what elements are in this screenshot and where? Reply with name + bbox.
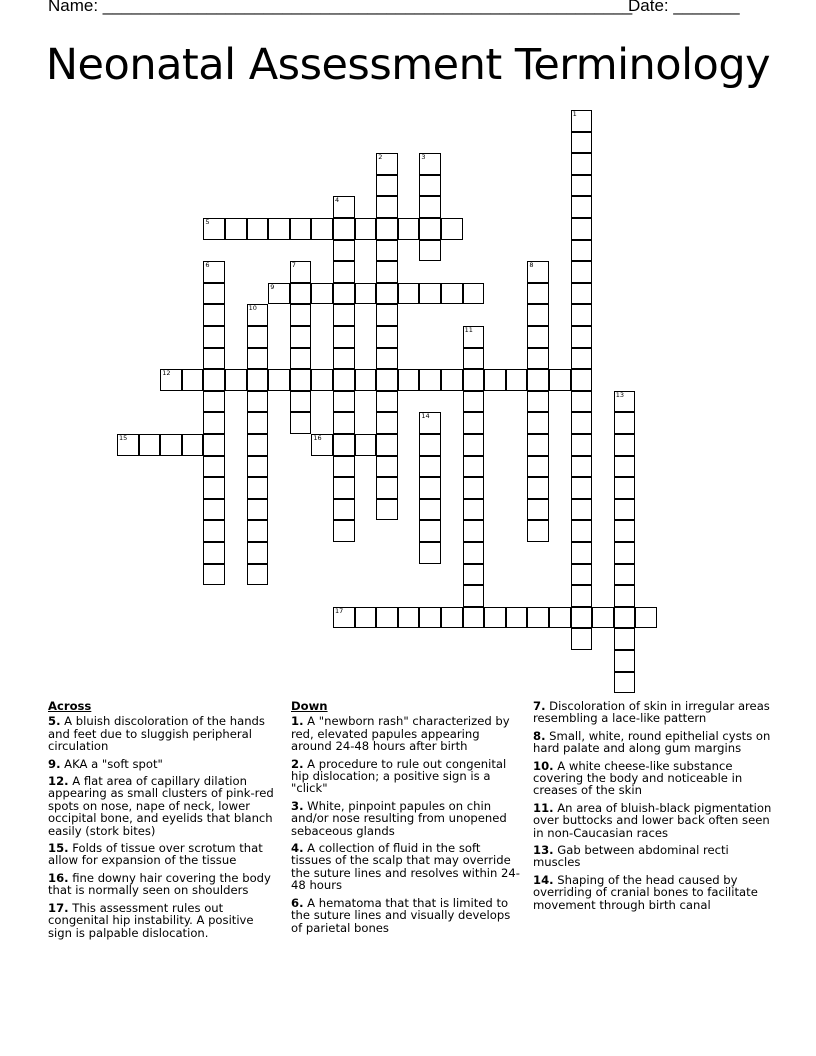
crossword-cell[interactable] <box>247 456 269 478</box>
crossword-cell[interactable] <box>333 261 355 283</box>
crossword-cell[interactable] <box>333 477 355 499</box>
crossword-cell[interactable] <box>571 283 593 305</box>
crossword-cell[interactable] <box>376 218 398 240</box>
crossword-cell[interactable] <box>247 520 269 542</box>
crossword-cell[interactable] <box>247 434 269 456</box>
clue-item <box>533 730 773 755</box>
crossword-cell[interactable] <box>571 434 593 456</box>
crossword-cell[interactable] <box>225 369 247 391</box>
crossword-cell[interactable] <box>203 218 225 240</box>
clue-number-label: 13 <box>615 390 625 399</box>
crossword-cell[interactable] <box>506 607 528 629</box>
crossword-cell[interactable] <box>614 585 636 607</box>
crossword-cell[interactable] <box>614 650 636 672</box>
crossword-cell[interactable] <box>463 542 485 564</box>
crossword-cell[interactable] <box>355 218 377 240</box>
crossword-cell[interactable] <box>333 391 355 413</box>
crossword-cell[interactable] <box>571 348 593 370</box>
crossword-cell[interactable] <box>614 499 636 521</box>
clue-text: A white cheese-like substance covering the body and noticeable in creases of the skin <box>533 758 743 798</box>
crossword-cell[interactable] <box>571 628 593 650</box>
crossword-cell[interactable] <box>419 218 441 240</box>
crossword-cell[interactable] <box>419 283 441 305</box>
clue-text: White, pinpoint papules on chin and/or nose resulting from unopened sebaceous glands <box>291 798 507 838</box>
crossword-cell[interactable] <box>225 218 247 240</box>
crossword-cell[interactable] <box>571 369 593 391</box>
crossword-cell[interactable] <box>419 196 441 218</box>
crossword-cell[interactable] <box>247 564 269 586</box>
crossword-cell[interactable] <box>527 369 549 391</box>
clue-item <box>291 897 523 934</box>
clue-number: 14. <box>533 872 554 887</box>
crossword-cell[interactable] <box>527 304 549 326</box>
crossword-cell[interactable] <box>527 456 549 478</box>
crossword-cell[interactable] <box>463 564 485 586</box>
crossword-cell[interactable] <box>311 434 333 456</box>
crossword-cell[interactable] <box>247 412 269 434</box>
clue-number-label: 16 <box>313 434 322 442</box>
crossword-cell[interactable] <box>376 153 398 175</box>
clue-text: Shaping of the head caused by overriding of cranial bones to facilitate movement through birth canal <box>533 872 758 912</box>
clue-text: This assessment rules out congenital hip instability. A positive sign is palpable dislocation. <box>48 900 254 940</box>
crossword-cell[interactable] <box>268 218 290 240</box>
crossword-cell[interactable] <box>376 261 398 283</box>
crossword-cell[interactable] <box>463 607 485 629</box>
clue-number: 17. <box>48 900 69 915</box>
crossword-cell[interactable] <box>376 304 398 326</box>
crossword-cell[interactable] <box>527 283 549 305</box>
crossword-cell[interactable] <box>441 218 463 240</box>
clue-item <box>48 872 280 897</box>
clue-number-label: 7 <box>291 261 296 270</box>
crossword-cell[interactable] <box>463 391 485 413</box>
clue-number-label: 17 <box>335 606 344 615</box>
clue-number: 6. <box>291 895 304 910</box>
page-title: Neonatal Assessment Terminology <box>45 40 771 90</box>
crossword-cell[interactable] <box>139 434 161 456</box>
crossword-cell[interactable] <box>419 499 441 521</box>
date-field-label[interactable]: Date: _______ <box>628 0 740 15</box>
crossword-cell[interactable] <box>419 542 441 564</box>
crossword-cell[interactable] <box>247 326 269 348</box>
crossword-cell[interactable] <box>527 326 549 348</box>
crossword-cell[interactable] <box>571 499 593 521</box>
clue-number: 16. <box>48 870 69 885</box>
crossword-cell[interactable] <box>527 520 549 542</box>
crossword-cell[interactable] <box>160 369 182 391</box>
clue-text: Discoloration of skin in irregular areas resembling a lace-like pattern <box>533 699 770 726</box>
clue-number: 15. <box>48 841 69 856</box>
crossword-cell[interactable] <box>463 412 485 434</box>
crossword-cell[interactable] <box>203 391 225 413</box>
clue-text: AKA a "soft spot" <box>60 756 163 771</box>
crossword-cell[interactable] <box>527 607 549 629</box>
crossword-cell[interactable] <box>355 434 377 456</box>
crossword-cell[interactable] <box>614 412 636 434</box>
clue-item <box>291 758 523 795</box>
crossword-cell[interactable] <box>571 412 593 434</box>
clue-number-label: 11 <box>464 326 473 334</box>
crossword-cell[interactable] <box>333 283 355 305</box>
clue-text: A procedure to rule out congenital hip dislocation; a positive sign is a "click" <box>291 756 507 796</box>
clue-item <box>533 760 773 797</box>
crossword-cell[interactable] <box>419 434 441 456</box>
crossword-cell[interactable] <box>571 110 593 132</box>
crossword-cell[interactable] <box>614 564 636 586</box>
crossword-cell[interactable] <box>419 153 441 175</box>
clue-number: 8. <box>533 728 546 743</box>
clue-number-label: 3 <box>421 153 426 162</box>
crossword-cell[interactable] <box>376 477 398 499</box>
crossword-cell[interactable] <box>614 607 636 629</box>
crossword-cell[interactable] <box>419 240 441 262</box>
crossword-cell[interactable] <box>333 304 355 326</box>
crossword-cell[interactable] <box>527 348 549 370</box>
clue-number-label: 9 <box>270 282 275 291</box>
clue-number-label: 14 <box>421 412 430 421</box>
clue-item <box>291 842 523 892</box>
crossword-cell[interactable] <box>182 369 204 391</box>
crossword-cell[interactable] <box>376 240 398 262</box>
clue-number: 11. <box>533 800 554 815</box>
crossword-cell[interactable] <box>614 456 636 478</box>
crossword-cell[interactable] <box>376 412 398 434</box>
crossword-cell[interactable] <box>463 348 485 370</box>
clue-number: 13. <box>533 843 554 858</box>
crossword-cell[interactable] <box>571 240 593 262</box>
crossword-cell[interactable] <box>571 196 593 218</box>
crossword-cell[interactable] <box>203 261 225 283</box>
crossword-cell[interactable] <box>614 477 636 499</box>
crossword-cell[interactable] <box>311 369 333 391</box>
crossword-cell[interactable] <box>398 369 420 391</box>
crossword-cell[interactable] <box>117 434 139 456</box>
crossword-cell[interactable] <box>571 477 593 499</box>
clue-text: Folds of tissue over scrotum that allow for expansion of the tissue <box>48 841 263 868</box>
crossword-cell[interactable] <box>527 499 549 521</box>
crossword-cell[interactable] <box>376 607 398 629</box>
clue-number-label: 5 <box>205 218 210 226</box>
crossword-cell[interactable] <box>419 520 441 542</box>
crossword-cell[interactable] <box>203 456 225 478</box>
clue-number: 12. <box>48 774 69 789</box>
crossword-cell[interactable] <box>614 434 636 456</box>
crossword-cell[interactable] <box>247 304 269 326</box>
clue-item <box>533 700 773 725</box>
crossword-cell[interactable] <box>398 218 420 240</box>
crossword-cell[interactable] <box>614 628 636 650</box>
crossword-cell[interactable] <box>376 326 398 348</box>
clue-number: 1. <box>291 714 304 729</box>
crossword-cell[interactable] <box>290 218 312 240</box>
clue-number-label: 8 <box>529 261 534 270</box>
clue-text: A "newborn rash" characterized by red, elevated papules appearing around 24-48 hours after birth <box>291 714 510 754</box>
clue-item <box>48 902 280 939</box>
crossword-cell[interactable] <box>247 369 269 391</box>
crossword-cell[interactable] <box>463 369 485 391</box>
crossword-cell[interactable] <box>463 326 485 348</box>
clue-number: 2. <box>291 756 304 771</box>
crossword-cell[interactable] <box>398 607 420 629</box>
crossword-cell[interactable] <box>333 240 355 262</box>
clue-text: An area of bluish-black pigmentation over buttocks and lower back often seen in non-Caucasian races <box>533 800 772 840</box>
clue-number: 5. <box>48 714 61 729</box>
crossword-cell[interactable] <box>333 218 355 240</box>
crossword-cell[interactable] <box>203 304 225 326</box>
crossword-cell[interactable] <box>203 369 225 391</box>
crossword-cell[interactable] <box>571 326 593 348</box>
crossword-cell[interactable] <box>571 175 593 197</box>
crossword-cell[interactable] <box>376 369 398 391</box>
clue-item <box>48 842 280 867</box>
crossword-cell[interactable] <box>463 520 485 542</box>
clue-number-label: 6 <box>205 261 210 270</box>
clues-column-down-continued <box>533 700 773 916</box>
crossword-cell[interactable] <box>549 607 571 629</box>
crossword-cell[interactable] <box>463 477 485 499</box>
crossword-cell[interactable] <box>441 369 463 391</box>
crossword-cell[interactable] <box>376 196 398 218</box>
crossword-cell[interactable] <box>290 283 312 305</box>
crossword-cell[interactable] <box>614 520 636 542</box>
crossword-cell[interactable] <box>311 283 333 305</box>
crossword-cell[interactable] <box>376 456 398 478</box>
crossword-cell[interactable] <box>441 283 463 305</box>
crossword-cell[interactable] <box>333 499 355 521</box>
crossword-cell[interactable] <box>290 412 312 434</box>
crossword-cell[interactable] <box>376 348 398 370</box>
crossword-cell[interactable] <box>463 499 485 521</box>
crossword-cell[interactable] <box>571 564 593 586</box>
crossword-cell[interactable] <box>290 261 312 283</box>
crossword-cell[interactable] <box>247 218 269 240</box>
crossword-cell[interactable] <box>333 196 355 218</box>
crossword-cell[interactable] <box>203 283 225 305</box>
crossword-cell[interactable] <box>571 261 593 283</box>
clue-item <box>533 844 773 869</box>
crossword-cell[interactable] <box>203 477 225 499</box>
crossword-cell[interactable] <box>506 369 528 391</box>
crossword-cell[interactable] <box>203 542 225 564</box>
crossword-cell[interactable] <box>160 434 182 456</box>
crossword-cell[interactable] <box>290 326 312 348</box>
name-field-label[interactable]: Name: ________________________________________________________ <box>48 0 633 15</box>
crossword-cell[interactable] <box>203 520 225 542</box>
crossword-cell[interactable] <box>376 175 398 197</box>
clue-text: A flat area of capillary dilation appearing as small clusters of pink-red spots on nose, nape of neck, lower occipital bone, and eyelids that blanch easily (stork bites) <box>48 774 274 838</box>
crossword-cell[interactable] <box>463 283 485 305</box>
crossword-cell[interactable] <box>333 348 355 370</box>
clue-number: 4. <box>291 841 304 856</box>
clue-item <box>291 800 523 837</box>
crossword-cell[interactable] <box>268 283 290 305</box>
crossword-cell[interactable] <box>355 283 377 305</box>
clue-item <box>533 874 773 911</box>
clue-text: A hematoma that that is limited to the suture lines and visually develops of parietal bones <box>291 895 511 935</box>
crossword-cell[interactable] <box>571 391 593 413</box>
crossword-cell[interactable] <box>203 412 225 434</box>
clue-item <box>48 775 280 837</box>
across-heading: Across <box>48 699 92 713</box>
crossword-cell[interactable] <box>376 434 398 456</box>
clue-number: 9. <box>48 756 61 771</box>
crossword-cell[interactable] <box>571 456 593 478</box>
crossword-cell[interactable] <box>203 564 225 586</box>
crossword-cell[interactable] <box>247 477 269 499</box>
crossword-cell[interactable] <box>527 261 549 283</box>
clue-text: Gab between abdominal recti muscles <box>533 843 729 870</box>
clue-number-label: 12 <box>162 369 171 378</box>
clue-number-label: 1 <box>572 110 577 118</box>
crossword-cell[interactable] <box>571 132 593 154</box>
crossword-cell[interactable] <box>419 369 441 391</box>
clue-text: A bluish discoloration of the hands and feet due to sluggish peripheral circulation <box>48 714 265 754</box>
crossword-cell[interactable] <box>398 283 420 305</box>
crossword-cell[interactable] <box>247 499 269 521</box>
clue-number-label: 10 <box>248 304 257 313</box>
crossword-cell[interactable] <box>571 585 593 607</box>
clue-text: Small, white, round epithelial cysts on hard palate and along gum margins <box>533 728 771 756</box>
clue-item <box>48 715 280 752</box>
crossword-cell[interactable] <box>333 326 355 348</box>
clue-text: fine downy hair covering the body that is normally seen on shoulders <box>48 870 271 898</box>
crossword-cell[interactable] <box>333 412 355 434</box>
crossword-cell[interactable] <box>635 607 657 629</box>
crossword-cell[interactable] <box>333 369 355 391</box>
crossword-cell[interactable] <box>247 542 269 564</box>
crossword-cell[interactable] <box>527 391 549 413</box>
crossword-cell[interactable] <box>182 434 204 456</box>
clue-text: A collection of fluid in the soft tissues of the scalp that may override the suture lines and resolves within 24-48 hours <box>291 841 520 893</box>
crossword-cell[interactable] <box>419 456 441 478</box>
crossword-cell[interactable] <box>614 672 636 694</box>
crossword-cell[interactable] <box>203 326 225 348</box>
crossword-cell[interactable] <box>355 607 377 629</box>
crossword-cell[interactable] <box>571 304 593 326</box>
crossword-cell[interactable] <box>311 218 333 240</box>
crossword-cell[interactable] <box>290 304 312 326</box>
crossword-cell[interactable] <box>419 607 441 629</box>
crossword-cell[interactable] <box>614 542 636 564</box>
crossword-cell[interactable] <box>268 369 290 391</box>
crossword-cell[interactable] <box>571 607 593 629</box>
clues-column-across <box>48 700 280 944</box>
crossword-cell[interactable] <box>333 456 355 478</box>
crossword-cell[interactable] <box>376 283 398 305</box>
crossword-cell[interactable] <box>527 477 549 499</box>
crossword-cell[interactable] <box>549 369 571 391</box>
crossword-cell[interactable] <box>247 391 269 413</box>
crossword-cell[interactable] <box>333 434 355 456</box>
clues-column-down <box>291 700 523 939</box>
clue-number: 3. <box>291 798 304 813</box>
crossword-cell[interactable] <box>290 391 312 413</box>
clue-item <box>48 758 280 770</box>
clue-number: 7. <box>533 699 546 713</box>
crossword-cell[interactable] <box>376 391 398 413</box>
crossword-cell[interactable] <box>203 434 225 456</box>
clue-number-label: 4 <box>335 196 340 205</box>
clue-number-label: 2 <box>378 153 383 162</box>
crossword-cell[interactable] <box>290 369 312 391</box>
crossword-cell[interactable] <box>333 607 355 629</box>
crossword-cell[interactable] <box>571 542 593 564</box>
down-heading: Down <box>291 699 328 713</box>
crossword-cell[interactable] <box>614 391 636 413</box>
crossword-cell[interactable] <box>419 412 441 434</box>
crossword-cell[interactable] <box>441 607 463 629</box>
crossword-cell[interactable] <box>463 456 485 478</box>
crossword-cell[interactable] <box>203 499 225 521</box>
clue-number: 10. <box>533 758 554 773</box>
crossword-cell[interactable] <box>419 477 441 499</box>
crossword-cell[interactable] <box>484 607 506 629</box>
crossword-cell[interactable] <box>463 585 485 607</box>
crossword-cell[interactable] <box>463 434 485 456</box>
crossword-cell[interactable] <box>527 412 549 434</box>
clue-number-label: 15 <box>119 434 128 442</box>
clue-item <box>291 715 523 752</box>
crossword-cell[interactable] <box>571 520 593 542</box>
crossword-cell[interactable] <box>290 348 312 370</box>
crossword-cell[interactable] <box>419 175 441 197</box>
crossword-cell[interactable] <box>333 520 355 542</box>
crossword-cell[interactable] <box>247 348 269 370</box>
clue-item <box>533 802 773 839</box>
crossword-cell[interactable] <box>203 348 225 370</box>
crossword-cell[interactable] <box>527 434 549 456</box>
crossword-cell[interactable] <box>484 369 506 391</box>
crossword-cell[interactable] <box>376 499 398 521</box>
crossword-cell[interactable] <box>571 153 593 175</box>
crossword-cell[interactable] <box>571 218 593 240</box>
crossword-cell[interactable] <box>355 369 377 391</box>
crossword-cell[interactable] <box>592 607 614 629</box>
